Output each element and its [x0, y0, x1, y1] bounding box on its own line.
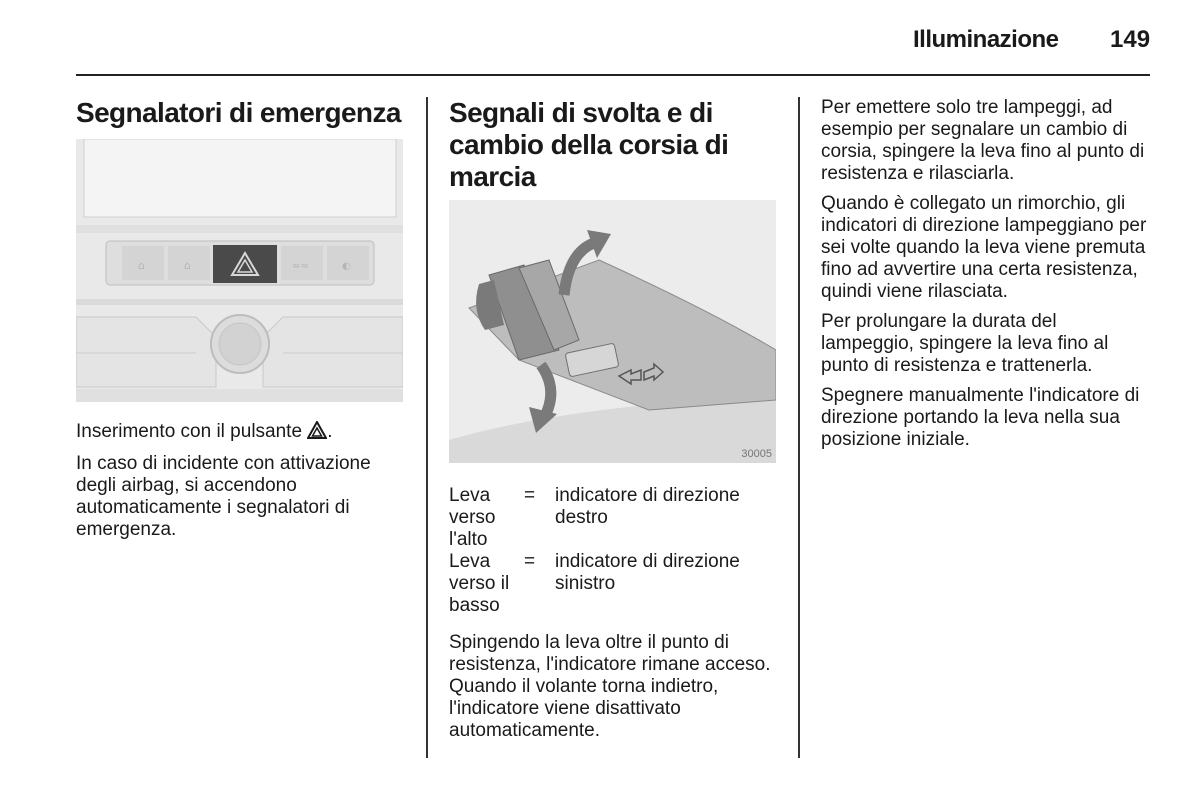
svg-text:⌂: ⌂ — [138, 259, 145, 272]
svg-text:≈≈: ≈≈ — [292, 261, 309, 272]
prolong-flash-note: Per prolungare la durata del lampeggio, spingere la leva fino al punto di resistenza e trattenerla. — [821, 311, 1109, 376]
svg-text:◐: ◐ — [342, 261, 351, 272]
definition-row-up — [449, 485, 779, 551]
heading-turn-signals: Segnali di svolta e di cambio della corsia di marcia — [449, 97, 729, 192]
three-flashes-note: Per emettere solo tre lampeggi, ad esempio per segnalare un cambio di corsia, spingere la leva fino al punto di resistenza e rilasciarla. — [821, 97, 1145, 184]
definition-equals: = — [524, 485, 536, 506]
svg-text:⌂: ⌂ — [184, 259, 191, 272]
header-divider — [76, 74, 1150, 76]
heading-hazard-lights: Segnalatori di emergenza — [76, 97, 401, 128]
column-hazard-lights — [76, 97, 406, 129]
hazard-warning-icon — [307, 421, 327, 445]
column-turn-signals — [449, 97, 784, 193]
lever-definitions — [449, 485, 779, 617]
definition-desc: indicatore di direzione destro — [555, 485, 740, 528]
turn-signal-text — [449, 632, 781, 750]
manual-off-note: Spegnere manualmente l'indicatore di direzione portando la leva nella sua posizione iniziale. — [821, 385, 1140, 450]
definition-equals: = — [524, 551, 536, 572]
definition-term: Leva verso l'alto — [449, 485, 496, 550]
definition-desc: indicatore di direzione sinistro — [555, 551, 740, 594]
turn-signal-lever-illustration — [449, 200, 776, 463]
hazard-button-illustration — [76, 139, 403, 402]
definition-term: Leva verso il basso — [449, 551, 510, 616]
hazard-text — [76, 421, 406, 549]
page-number: 149 — [1110, 26, 1151, 53]
hazard-airbag-note: In caso di incidente con attivazione degli airbag, si accendono automaticamente i segnalatori di emergenza. — [76, 453, 371, 540]
trailer-note: Quando è collegato un rimorchio, gli indicatori di direzione lampeggiano per sei volte quando la leva viene premuta fino ad avvertire una certa resistenza, quindi viene rilasciata. — [821, 193, 1147, 302]
column-divider-2 — [798, 97, 800, 758]
figure-number: 30005 — [741, 448, 772, 460]
hazard-button — [213, 245, 277, 283]
hazard-instruction: Inserimento con il pulsante . — [76, 421, 406, 445]
section-title: Illuminazione — [913, 26, 1059, 53]
lever-resistance-note: Spingendo la leva oltre il punto di resistenza, l'indicatore rimane acceso. Quando il volante torna indietro, l'indicatore viene disattivato automaticamente. — [449, 632, 771, 741]
column-divider-1 — [426, 97, 428, 758]
column-lane-change — [821, 97, 1153, 459]
definition-row-down — [449, 551, 779, 617]
